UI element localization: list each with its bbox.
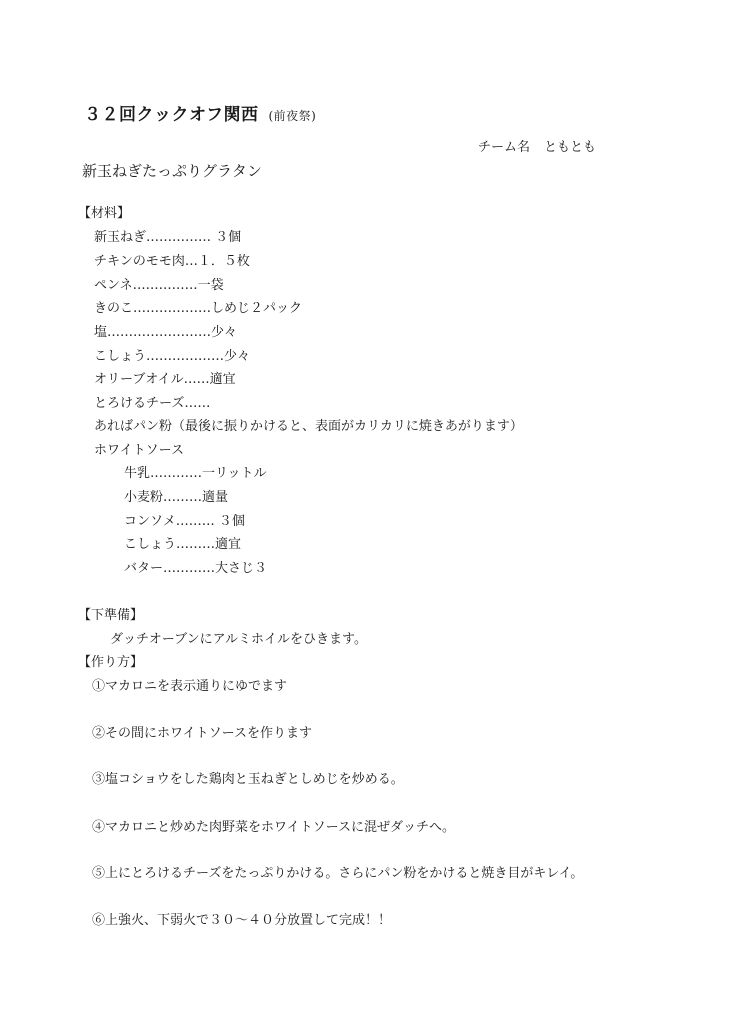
ingredient-item: オリーブオイル……適宜 [94, 372, 236, 387]
ingredient-item: 新玉ねぎ…………… ３個 [94, 230, 242, 245]
white-sauce-item: バター…………大さじ３ [124, 561, 268, 576]
ingredient-item: とろけるチーズ…… [94, 396, 211, 411]
dish-name: 新玉ねぎたっぷりグラタン [82, 162, 262, 180]
white-sauce-item: こしょう………適宜 [124, 537, 242, 552]
ingredient-item: あればパン粉（最後に振りかけると、表面がカリカリに焼きあがります） [94, 419, 523, 434]
method-step: ②その間にホワイトソースを作ります [92, 726, 312, 741]
ingredient-item: きのこ………………しめじ２パック [94, 301, 303, 316]
ingredients-heading: 【材料】 [78, 206, 131, 221]
method-step: ③塩コショウをした鶏肉と玉ねぎとしめじを炒める。 [92, 772, 404, 787]
white-sauce-item: 小麦粉………適量 [124, 490, 229, 505]
page-title [84, 100, 316, 125]
title-subtitle: (前夜祭) [268, 109, 317, 123]
method-step: ⑤上にとろけるチーズをたっぷりかける。さらにパン粉をかけると焼き目がキレイ。 [92, 866, 584, 881]
preparation-text: ダッチオーブンにアルミホイルをひきます。 [110, 632, 368, 647]
team-label: チーム名 [478, 140, 531, 155]
ingredient-item: ペンネ……………一袋 [94, 278, 224, 293]
white-sauce-item: 牛乳…………一リットル [124, 466, 267, 481]
ingredient-item: ホワイトソース [94, 443, 184, 458]
preparation-heading: 【下準備】 [78, 608, 144, 623]
method-step: ①マカロニを表示通りにゆでます [92, 679, 288, 694]
ingredient-item: こしょう………………少々 [94, 349, 251, 364]
team-name: ともとも [544, 140, 597, 155]
ingredient-item: チキンのモモ肉…１．５枚 [94, 254, 250, 269]
method-step: ⑥上強火、下弱火で３０～４０分放置して完成！！ [92, 913, 392, 928]
white-sauce-item: コンソメ……… ３個 [124, 514, 245, 529]
title-text: ３２回クックオフ関西 [84, 105, 259, 125]
method-heading: 【作り方】 [78, 655, 144, 670]
team-info [478, 136, 596, 155]
method-step: ④マカロニと炒めた肉野菜をホワイトソースに混ぜダッチへ。 [92, 820, 455, 835]
ingredient-item: 塩……………………少々 [94, 325, 238, 340]
